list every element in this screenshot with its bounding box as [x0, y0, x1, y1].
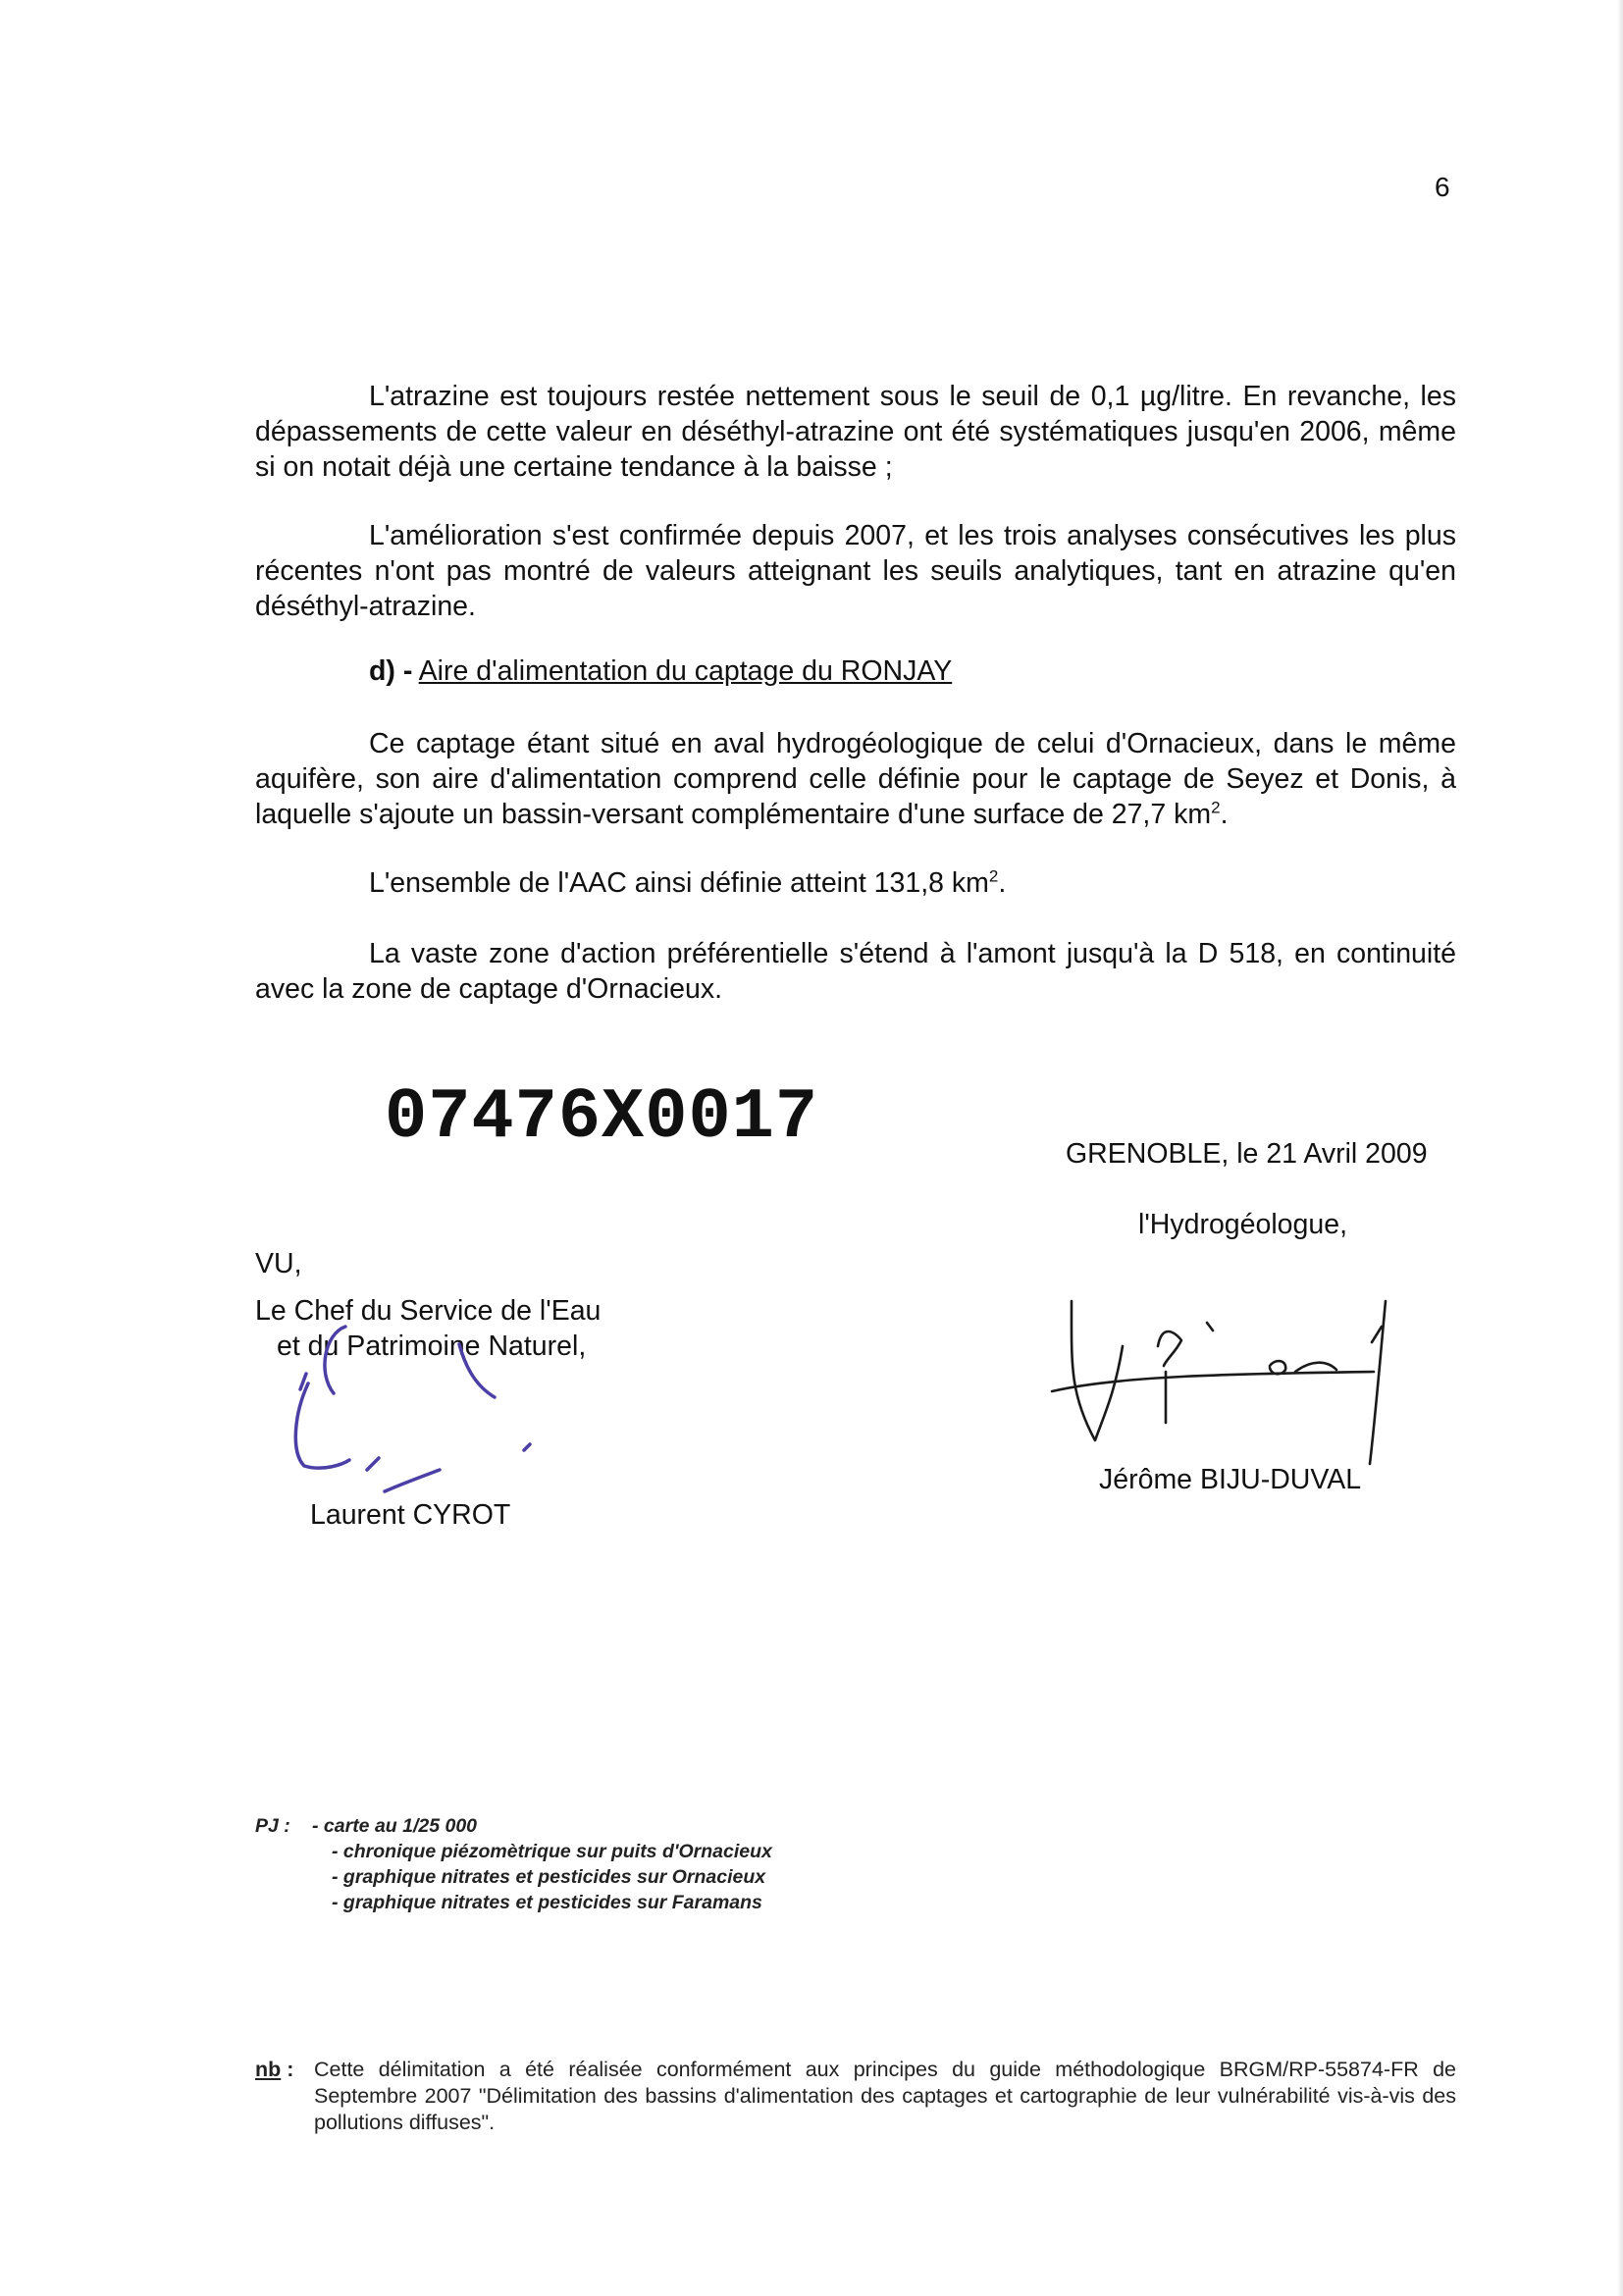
paragraph-aac-end: .	[998, 867, 1007, 899]
page-number: 6	[1435, 172, 1450, 202]
paragraph-atrazine: L'atrazine est toujours restée nettement sous le seuil de 0,1 µg/litre. En revanche, les dépassements de cette valeur en déséthyl-atrazine ont été systématiques jusqu'en 2006, même si on notait déjà une certaine tendance à la baisse ;	[255, 381, 1456, 483]
signer-right-name: Jérôme BIJU-DUVAL	[1099, 1464, 1362, 1495]
page-edge-shadow	[1617, 0, 1623, 2296]
paragraph-captage-text: Ce captage étant situé en aval hydrogéologique de celui d'Ornacieux, dans le même aquifère, son aire d'alimentation comprend celle définie pour le captage de Seyez et Donis, à laquelle s'ajoute un bassin-versant complémentaire d'une surface de 27,7 km	[255, 728, 1456, 830]
attachment-item: - chronique piézomètrique sur puits d'Ornacieux	[332, 1841, 772, 1862]
paragraph-aac-text: L'ensemble de l'AAC ainsi définie atteint 131,8 km	[369, 867, 989, 899]
signer-left-name: Laurent CYROT	[310, 1499, 511, 1531]
footnote-label	[255, 2057, 293, 2083]
superscript-km2-a: 2	[1211, 798, 1221, 817]
attachment-item: - graphique nitrates et pesticides sur Faramans	[332, 1892, 762, 1913]
paragraph-aac	[255, 865, 1456, 901]
service-chief-role	[255, 1293, 601, 1364]
place-date: GRENOBLE, le 21 Avril 2009	[1066, 1138, 1428, 1170]
attachments-label: PJ :	[255, 1815, 290, 1837]
hydrogeologist-role: l'Hydrogéologue,	[1138, 1209, 1347, 1240]
service-chief-role-line2: et du Patrimoine Naturel,	[277, 1331, 587, 1362]
service-chief-role-line1: Le Chef du Service de l'Eau	[255, 1295, 602, 1327]
section-heading-label: d) -	[369, 655, 413, 687]
superscript-km2-b: 2	[988, 866, 999, 886]
footnote-block	[255, 2057, 1456, 2136]
attachments-list	[255, 1813, 772, 1915]
attachments-block	[255, 1813, 772, 1915]
footnote-label-text: nb	[255, 2058, 282, 2081]
section-heading	[369, 655, 952, 688]
paragraph-captage	[255, 726, 1456, 832]
paragraph-zone-action: La vaste zone d'action préférentielle s'étend à l'amont jusqu'à la D 518, en continuité avec la zone de captage d'Ornacieux.	[255, 938, 1456, 1005]
vu-label: VU,	[255, 1248, 302, 1279]
attachment-item: - graphique nitrates et pesticides sur Ornacieux	[332, 1866, 766, 1888]
paragraph-improvement: L'amélioration s'est confirmée depuis 2007, et les trois analyses consécutives les plus récentes n'ont pas montré de valeurs atteignant les seuils analytiques, tant en atrazine qu'en déséthyl-atrazine.	[255, 520, 1456, 622]
footnote-text: Cette délimitation a été réalisée conformément aux principes du guide méthodologique BRGM/RP-55874-FR de Septembre 2007 "Délimitation des bassins d'alimentation des captages et cartographie de leur vulnérabilité vis-à-vis des pollutions diffuses".	[314, 2058, 1456, 2134]
paragraph-captage-end: .	[1220, 799, 1229, 830]
section-heading-title: Aire d'alimentation du captage du RONJAY	[418, 655, 953, 687]
right-signature-scribble	[1052, 1301, 1386, 1464]
stamp-code: 07476X0017	[385, 1077, 819, 1158]
attachment-item: - carte au 1/25 000	[312, 1815, 478, 1837]
footnote-label-suffix: :	[281, 2058, 294, 2081]
